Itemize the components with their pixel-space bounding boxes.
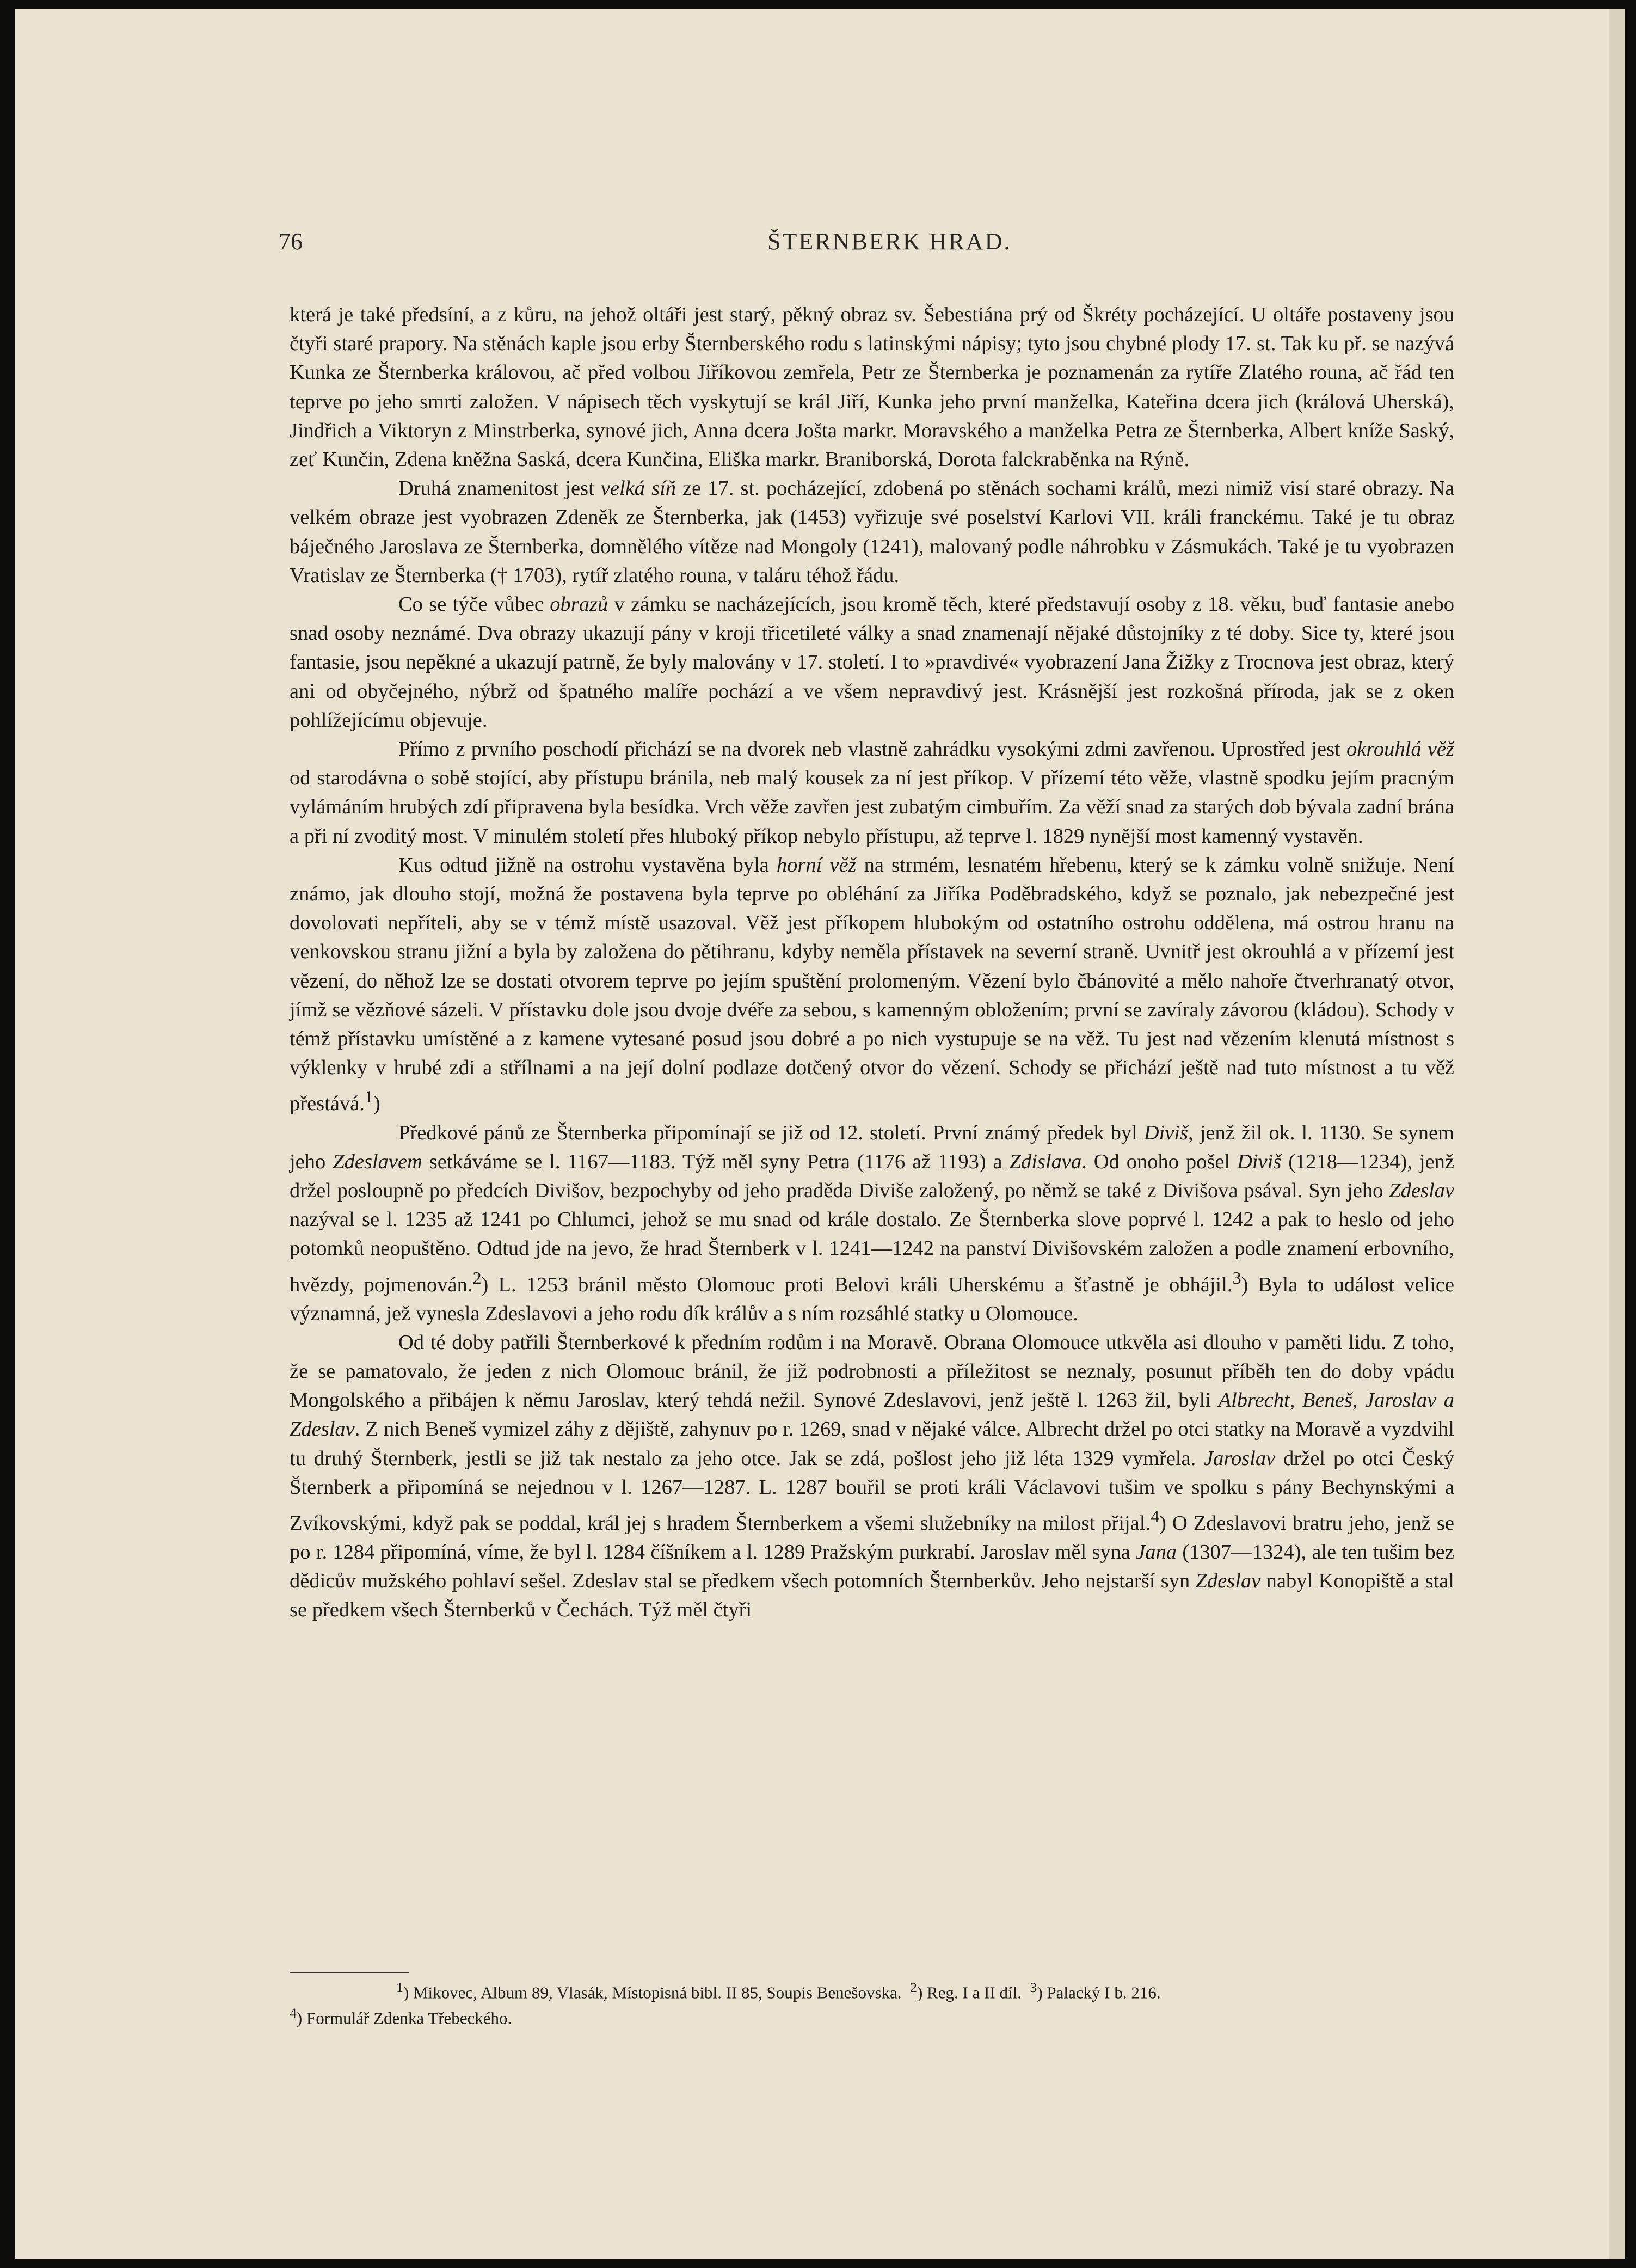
paragraph-7 <box>290 1328 1454 1625</box>
text: od starodávna o sobě stojící, aby přístupu bránila, neb malý kousek za ní jest příkop. V přízemí této věže, vlastně spodku jejím pracným vylámáním hrubých zdí připravena byla besídka. Vrch věže zavřen jest zubatým cimbuřím. Za věží snad za starých dob bývala zadní brána a při ní zvoditý most. V minulém století přes hluboký příkop nebylo přístupu, až teprve l. 1829 nynější most kamenný vystavěn. <box>290 767 1454 848</box>
paragraph-1: která je také předsíní, a z kůru, na jehož oltáři jest starý, pěkný obraz sv. Šebestiána prý od Škréty pocházející. U oltáře postaveny jsou čtyři staré prapory. Na stěnách kaple jsou erby Šternberského rodu s latinskými nápisy; tyto jsou chybné plody 17. st. Tak ku př. se nazývá Kunka ze Šternberka královou, ač před volbou Jiříkovou zemřela, Petr ze Šternberka je poznamenán za rytíře Zlatého rouna, ač řád ten teprve po jeho smrti založen. V nápisech těch vyskytují se král Jiří, Kunka jeho první manželka, Kateřina dcera jich (králová Uherská), Jindřich a Viktoryn z Minstrberka, synové jich, Anna dcera Jošta markr. Moravského a manželka Petra ze Šternberka, Albert kníže Saský, zeť Kunčin, Zdena kněžna Saská, dcera Kunčina, Eliška markr. Braniborská, Dorota falckraběnka na Rýně. <box>290 303 1454 471</box>
text: Přímo z prvního poschodí přichází se na dvorek neb vlastně zahrádku vysokými zdmi zavřenou. Uprostřed jest <box>398 738 1346 761</box>
footnote-text: ) Reg. I a II díl. <box>917 1983 1022 2002</box>
emphasis: Albrecht <box>1218 1389 1290 1412</box>
emphasis: horní věž <box>776 853 857 876</box>
page-number: 76 <box>279 228 303 255</box>
paragraph-6 <box>290 1119 1454 1328</box>
text: , jenž žil ok. l. 1130. Se synem jeho <box>290 1121 1454 1173</box>
paragraph-2 <box>290 474 1454 590</box>
running-title: ŠTERNBERK HRAD. <box>767 228 1012 255</box>
emphasis: okrouhlá věž <box>1346 738 1454 761</box>
footnote-line-2 <box>290 2003 1454 2028</box>
text: , <box>1289 1389 1302 1412</box>
footnote-mark: 3 <box>1030 1979 1037 1995</box>
emphasis: Jaroslav <box>1204 1446 1276 1470</box>
footnote-line-1 <box>290 1977 1454 2003</box>
footnote-ref: 1 <box>364 1087 373 1107</box>
footnote-text: ) Mikovec, Album 89, Vlasák, Místopisná bibl. II 85, Soupis Benešovska. <box>403 1983 902 2002</box>
footnote-text: ) Palacký I b. 216. <box>1037 1983 1161 2002</box>
text: . Z nich Beneš vymizel záhy z dějiště, zahynuv po r. 1269, snad v nějaké válce. Albrecht držel po otci statky na Moravě a vyzdvihl tu druhý Šternberk, jestli se již tak nestalo za jeho otce. Jak se zdá, pošlost jeho již léta 1329 vymřela. <box>290 1418 1454 1470</box>
text: (1307—1324), ale ten tušim bez dědicův mužského pohlaví sešel. Zdeslav stal se předkem všech potomních Šternberkův. Jeho nejstarší syn <box>290 1541 1454 1593</box>
text: držel po otci Český Šternberk a připomíná se nejednou v l. 1267—1287. L. 1287 bouřil se proti králi Václavovi tušim ve spolku s pány Bechynskými a Zvíkovskými, když pak se poddal, král jej s hradem Šternberkem a všemi služebníky na milost přijal. <box>290 1446 1454 1535</box>
emphasis: Beneš <box>1302 1389 1352 1412</box>
text: , <box>1352 1389 1366 1412</box>
text: ) L. 1253 bránil město Olomouc proti Belovi králi Uherskému a šťastně je obhájil. <box>481 1273 1233 1296</box>
text: nazýval se l. 1235 až 1241 po Chlumci, jehož se mu snad od krále dostalo. Ze Šternberka slove poprvé l. 1242 a pak to heslo od jeho potomků neopuštěno. Odtud jde na jevo, že hrad Šternberk v l. 1241—1242 na panství Divišovském založen a podle znamení erbovního, hvězdy, pojmenován. <box>290 1208 1454 1296</box>
emphasis: Diviš <box>1237 1150 1282 1173</box>
footnote-text: ) Formulář Zdenka Třebeckého. <box>296 2008 512 2028</box>
emphasis: Zdeslav <box>1389 1179 1454 1202</box>
paragraph-4 <box>290 735 1454 851</box>
text: . Od onoho pošel <box>1081 1150 1238 1173</box>
text: ) <box>373 1092 380 1115</box>
text: ) O Zdeslavovi bratru jeho, jenž se po r. 1284 připomíná, víme, že byl l. 1284 číšníkem a l. 1289 Pražským purkrabí. Jaroslav měl syna <box>290 1511 1454 1564</box>
paragraph-3 <box>290 590 1454 735</box>
text: ) Byla to událost velice významná, jež vynesla Zdeslavovi a jeho rodu dík králův a s ním rozsáhlé statky u Olomouce. <box>290 1273 1454 1325</box>
emphasis: Zdeslav <box>1195 1570 1261 1593</box>
emphasis: obrazů <box>550 593 608 616</box>
text: Co se týče vůbec <box>398 593 550 616</box>
footnotes <box>290 1977 1454 2029</box>
text: v zámku se nacházejících, jsou kromě těch, které představují osoby z 18. věku, buď fantasie anebo snad osoby neznámé. Dva obrazy ukazují pány v kroji třicetileté války a snad znamenají nějaké důstojníky z té doby. Sice ty, které jsou fantasie, jsou nepěkné a ukazují patrně, že byly malovány v 17. století. I to »pravdivé« vyobrazení Jana Žižky z Trocnova jest obraz, který ani od obyčejného, nýbrž od špatného malíře pochází a ve všem nepravdivý jest. Krásnější jest rozkošná příroda, jak se z oken pohlížejícímu objevuje. <box>290 593 1454 732</box>
text: Druhá znamenitost jest <box>398 477 601 500</box>
text: (1218—1234), jenž držel posloupně po předcích Divišov, bezpochyby od jeho praděda Diviše založený, po němž se také z Divišova psával. Syn jeho <box>290 1150 1455 1202</box>
text: Předkové pánů ze Šternberka připomínají se již od 12. století. První známý předek byl <box>398 1121 1144 1144</box>
footnote-ref: 3 <box>1232 1267 1241 1288</box>
page-edge <box>1609 9 1625 2259</box>
footnote-rule <box>290 1972 409 1973</box>
emphasis: Jana <box>1136 1541 1177 1564</box>
text: na strmém, lesnatém hřebenu, který se k zámku volně snižuje. Není známo, jak dlouho stojí, možná že postavena byla teprve po obléhání za Jiříka Poděbradského, když se poznalo, jak nebezpečné jest dovolovati nepříteli, aby se v témž místě usazoval. Věž jest příkopem hlubokým od ostatního ostrohu oddělena, má ostrou hranu na venkovskou stranu jižní a byla by založena do pětihranu, kdyby neměla přístavek na severní straně. Uvnitř jest okrouhlá a v přízemí jest vězení, do něhož lze se dostati otvorem teprve po jejím spuštění prolomeným. Vězení bylo čbánovité a mělo nahoře čtverhranatý otvor, jímž se vězňové sázeli. V přístavku dole jsou dvoje dvéře za sebou, s kamenným obložením; první se zavíraly závorou (kládou). Schody v témž přístavku umístěné a z kamene vytesané posud jsou dobré a po nich vystupuje se na věž. Tu jest nad vězením klenutá místnost s výklenky v hrubé zdi a střílnami a na její dolní podlaze dotčený otvor do vězení. Schody se přichází ještě nad tuto místnost a tu věž přestává. <box>290 853 1454 1115</box>
emphasis: Jaroslav a Zdeslav <box>290 1389 1454 1441</box>
emphasis: velká síň <box>600 477 676 500</box>
footnote-ref: 2 <box>472 1267 482 1288</box>
text: setkáváme se l. 1167—1183. Týž měl syny Petra (1176 až 1193) a <box>422 1150 1010 1173</box>
footnote-mark: 2 <box>910 1979 917 1995</box>
emphasis: Diviš <box>1143 1121 1189 1144</box>
text: nabyl Konopiště a stal se předkem všech Šternberků v Čechách. Týž měl čtyři <box>290 1570 1454 1622</box>
footnote-mark: 1 <box>396 1979 403 1995</box>
paragraph-5 <box>290 851 1454 1119</box>
emphasis: Zdeslavem <box>333 1150 422 1173</box>
emphasis: Zdislava <box>1009 1150 1082 1173</box>
footnote-mark: 4 <box>290 2005 297 2021</box>
text: Od té doby patřili Šternberkové k předním rodům i na Moravě. Obrana Olomouce utkvěla asi dlouho v paměti lidu. Z toho, že se pamatovalo, že jeden z nich Olomouc bránil, že již podrobnosti a příležitost se neznaly, posunut příběh ten do doby vpádu Mongolského a přibájen k němu Jaroslav, který tehdá nežil. Synové Zdeslavovi, jenž ještě l. 1263 žil, byli <box>290 1331 1454 1412</box>
body-text <box>290 301 1454 1625</box>
text: Kus odtud jižně na ostrohu vystavěna byla <box>398 853 777 876</box>
footnote-ref: 4 <box>1151 1506 1160 1526</box>
text: ze 17. st. pocházející, zdobená po stěnách sochami králů, mezi nimiž visí staré obrazy. Na velkém obraze jest vyobrazen Zdeněk ze Šternberka, jak (1453) vyřizuje své poselství Karlovi VII. králi franckému. Také je tu obraz báječného Jaroslava ze Šternberka, domnělého vítěze nad Mongoly (1241), malovaný podle náhrobku v Zásmukách. Také je tu vyobrazen Vratislav ze Šternberka († 1703), rytíř zlatého rouna, v taláru téhož řádu. <box>290 477 1454 587</box>
